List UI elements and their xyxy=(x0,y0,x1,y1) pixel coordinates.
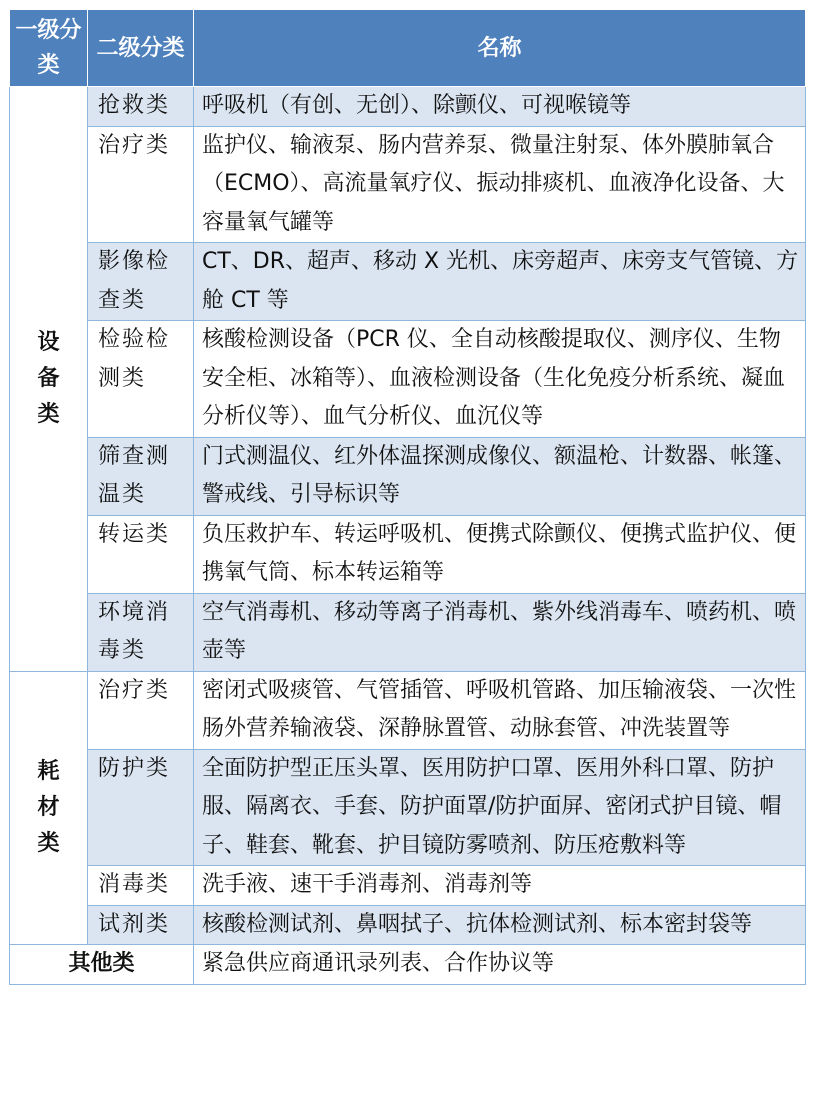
header-level1: 一级分类 xyxy=(10,10,88,87)
items-cell: 紧急供应商通讯录列表、合作协议等 xyxy=(194,945,806,985)
items-cell: 监护仪、输液泵、肠内营养泵、微量注射泵、体外膜肺氧合（ECMO）、高流量氧疗仪、振动排痰机、血液净化设备、大容量氧气罐等 xyxy=(194,126,806,243)
subcategory-cell: 治疗类 xyxy=(88,126,194,243)
items-cell: 空气消毒机、移动等离子消毒机、紫外线消毒车、喷药机、喷壶等 xyxy=(194,593,806,671)
items-cell: 全面防护型正压头罩、医用防护口罩、医用外科口罩、防护服、隔离衣、手套、防护面罩/防护面屏、密闭式护目镜、帽子、鞋套、靴套、护目镜防雾喷剂、防压疮敷料等 xyxy=(194,749,806,866)
subcategory-cell: 消毒类 xyxy=(88,866,194,906)
table-row xyxy=(10,671,806,749)
table-row xyxy=(10,749,806,866)
subcategory-cell: 抢救类 xyxy=(88,87,194,127)
items-cell: 核酸检测设备（PCR 仪、全自动核酸提取仪、测序仪、生物安全柜、冰箱等）、血液检测设备（生化免疫分析系统、凝血分析仪等）、血气分析仪、血沉仪等 xyxy=(194,321,806,438)
category-label: 设备类 xyxy=(37,329,60,427)
table-row xyxy=(10,593,806,671)
subcategory-cell: 转运类 xyxy=(88,515,194,593)
table-row xyxy=(10,905,806,945)
items-cell: 密闭式吸痰管、气管插管、呼吸机管路、加压输液袋、一次性肠外营养输液袋、深静脉置管、动脉套管、冲洗装置等 xyxy=(194,671,806,749)
table-row-other xyxy=(10,945,806,985)
subcategory-cell: 环境消毒类 xyxy=(88,593,194,671)
items-cell: 洗手液、速干手消毒剂、消毒剂等 xyxy=(194,866,806,906)
items-cell: 呼吸机（有创、无创）、除颤仪、可视喉镜等 xyxy=(194,87,806,127)
category-label: 耗材类 xyxy=(37,758,60,856)
table-row xyxy=(10,866,806,906)
table-header xyxy=(10,10,806,87)
table-row xyxy=(10,515,806,593)
category-equipment xyxy=(10,87,88,672)
table-row xyxy=(10,243,806,321)
subcategory-cell: 防护类 xyxy=(88,749,194,866)
subcategory-cell: 影像检查类 xyxy=(88,243,194,321)
table-row xyxy=(10,321,806,438)
classification-table xyxy=(9,9,806,985)
header-name: 名称 xyxy=(194,10,806,87)
category-consumables xyxy=(10,671,88,945)
subcategory-cell: 筛查测温类 xyxy=(88,437,194,515)
items-cell: 门式测温仪、红外体温探测成像仪、额温枪、计数器、帐篷、警戒线、引导标识等 xyxy=(194,437,806,515)
table-row xyxy=(10,126,806,243)
subcategory-cell: 治疗类 xyxy=(88,671,194,749)
header-level2: 二级分类 xyxy=(88,10,194,87)
items-cell: 核酸检测试剂、鼻咽拭子、抗体检测试剂、标本密封袋等 xyxy=(194,905,806,945)
category-other: 其他类 xyxy=(10,945,194,985)
table-row xyxy=(10,437,806,515)
table-container xyxy=(9,9,806,985)
table-row xyxy=(10,87,806,127)
subcategory-cell: 检验检测类 xyxy=(88,321,194,438)
subcategory-cell: 试剂类 xyxy=(88,905,194,945)
items-cell: 负压救护车、转运呼吸机、便携式除颤仪、便携式监护仪、便携氧气筒、标本转运箱等 xyxy=(194,515,806,593)
items-cell: CT、DR、超声、移动 X 光机、床旁超声、床旁支气管镜、方舱 CT 等 xyxy=(194,243,806,321)
